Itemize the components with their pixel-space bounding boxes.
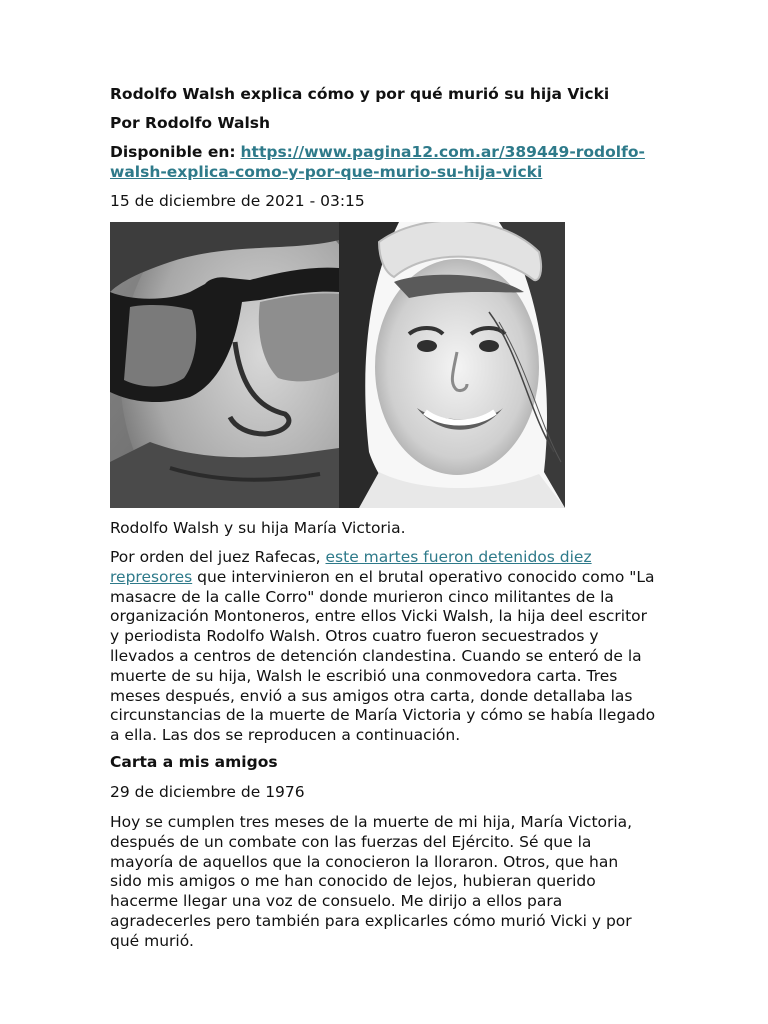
source-link[interactable]: https://www.pagina12.com.ar/389449-rodolfo-walsh-explica-como-y-por-que-murio-su-hija-vicki <box>110 143 645 181</box>
intro-text-rest: que intervinieron en el brutal operativo conocido como "La masacre de la calle Corro" donde murieron cinco militantes de la organización Montoneros, entre ellos Vicki Walsh, la hija deel escritor y periodista Rodolfo Walsh. Otros cuatro fueron secuestrados y llevados a centros de detención clandestina. Cuando se enteró de la muerte de su hija, Walsh le escribió una conmovedora carta. Tres meses después, envió a sus amigos otra carta, donde detallaba las circunstancias de la muerte de María Victoria y cómo se había llegado a ella. Las dos se reproducen a continuación. <box>110 567 656 745</box>
photo-rodolfo-walsh <box>110 222 339 508</box>
section-title: Carta a mis amigos <box>110 753 278 771</box>
source-line <box>110 143 650 183</box>
article-date: 15 de diciembre de 2021 - 03:15 <box>110 192 365 210</box>
photo-pair <box>110 222 565 508</box>
article-byline: Por Rodolfo Walsh <box>110 114 271 132</box>
photo-caption: Rodolfo Walsh y su hija María Victoria. <box>110 519 406 537</box>
letter-date: 29 de diciembre de 1976 <box>110 783 305 801</box>
intro-text-start: Por orden del juez Rafecas, <box>110 548 326 566</box>
intro-link[interactable]: este martes fueron detenidos diez represores <box>110 548 592 586</box>
letter-paragraph: Hoy se cumplen tres meses de la muerte de mi hija, María Victoria, después de un combate con las fuerzas del Ejército. Sé que la mayoría de aquellos que la conocieron la lloraron. Otros, que han sido mis amigos o me han conocido de lejos, hubieran querido hacerme llegar una voz de consuelo. Me dirijo a ellos para agradecerles pero también para explicarles cómo murió Vicki y por qué murió. <box>110 813 633 950</box>
article-title: Rodolfo Walsh explica cómo y por qué murió su hija Vicki <box>110 85 610 103</box>
source-label: Disponible en: <box>110 143 236 161</box>
intro-paragraph <box>110 548 658 746</box>
photo-maria-victoria <box>339 222 565 508</box>
